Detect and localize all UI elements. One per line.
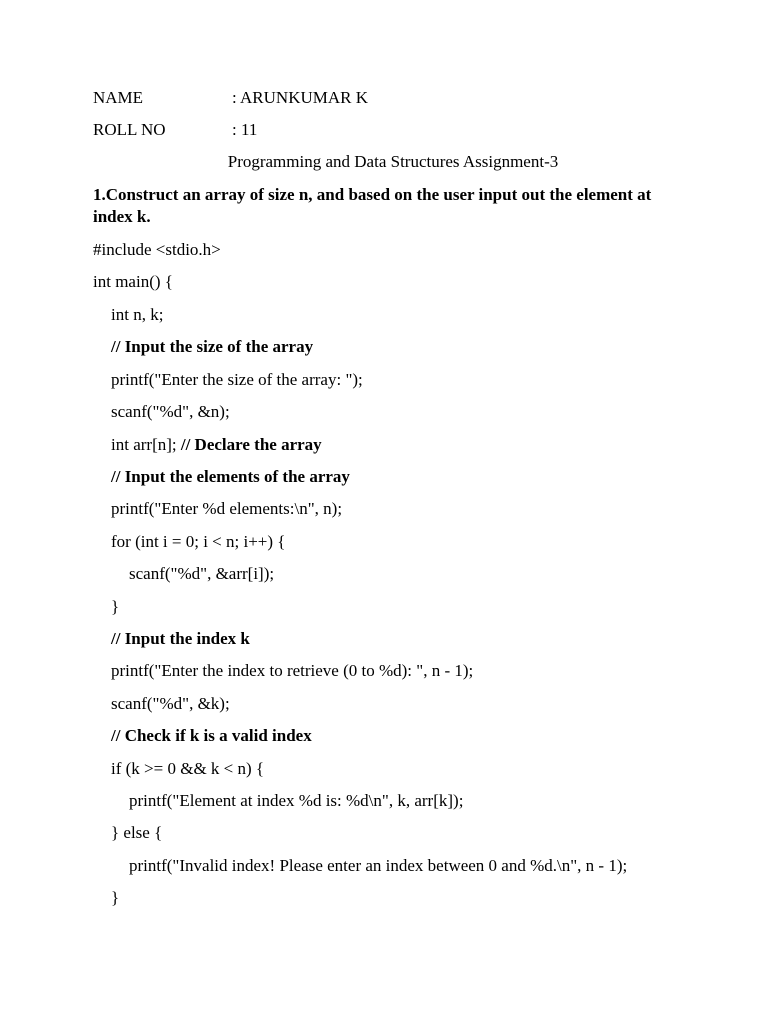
code-array-declaration bbox=[111, 435, 322, 455]
code-scanf-size: scanf("%d", &n); bbox=[111, 402, 230, 421]
code-comment-elements: // Input the elements of the array bbox=[111, 467, 350, 486]
code-if-open: if (k >= 0 && k < n) { bbox=[111, 759, 265, 778]
code-comment-index: // Input the index k bbox=[111, 629, 250, 648]
code-printf-index: printf("Enter the index to retrieve (0 to %d): ", n - 1); bbox=[111, 661, 474, 680]
name-value: : ARUNKUMAR K bbox=[232, 88, 369, 107]
code-include: #include <stdio.h> bbox=[93, 240, 221, 259]
code-for-close: } bbox=[111, 597, 120, 616]
question-heading: 1.Construct an array of size n, and based on the user input out the element at index k. bbox=[93, 185, 652, 226]
code-else-open: } else { bbox=[111, 823, 163, 842]
code-if-close: } bbox=[111, 888, 120, 907]
name-label: NAME bbox=[93, 88, 144, 107]
code-scanf-element: scanf("%d", &arr[i]); bbox=[129, 564, 275, 583]
code-for-open: for (int i = 0; i < n; i++) { bbox=[111, 532, 286, 551]
roll-no-label: ROLL NO bbox=[93, 120, 166, 139]
code-comment-check: // Check if k is a valid index bbox=[111, 726, 312, 745]
code-comment-size: // Input the size of the array bbox=[111, 337, 314, 356]
code-main-open: int main() { bbox=[93, 272, 173, 291]
array-declaration-comment: // Declare the array bbox=[180, 435, 322, 454]
document-title: Programming and Data Structures Assignment-3 bbox=[227, 152, 559, 171]
code-printf-elements: printf("Enter %d elements:\n", n); bbox=[111, 499, 343, 518]
code-decl-vars: int n, k; bbox=[111, 305, 164, 324]
roll-no-value: : 11 bbox=[232, 120, 258, 139]
array-declaration-statement: int arr[n]; bbox=[111, 435, 181, 454]
code-printf-found: printf("Element at index %d is: %d\n", k, arr[k]); bbox=[129, 791, 464, 810]
code-printf-invalid: printf("Invalid index! Please enter an index between 0 and %d.\n", n - 1); bbox=[129, 856, 628, 875]
code-scanf-index: scanf("%d", &k); bbox=[111, 694, 230, 713]
code-printf-size: printf("Enter the size of the array: "); bbox=[111, 370, 363, 389]
